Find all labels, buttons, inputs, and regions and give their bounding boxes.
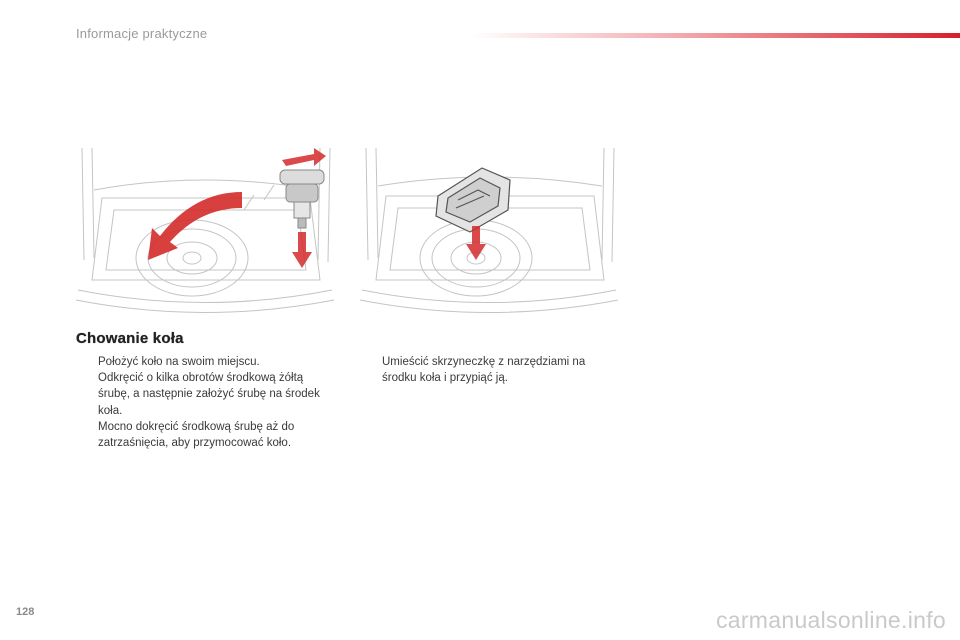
running-header-title: Informacje praktyczne: [76, 26, 208, 41]
list-item: Mocno dokręcić środkową śrubę aż do zatrzaśnięcia, aby przymocować koło.: [98, 420, 295, 450]
list-item: Umieścić skrzyneczkę z narzędziami na środku koła i przypiąć ją.: [382, 356, 586, 385]
list-item: Położyć koło na swoim miejscu.: [98, 356, 260, 368]
steps-list-right: [360, 354, 622, 386]
header-accent-bar: [470, 33, 960, 38]
spare-wheel-screw-illustration: [74, 140, 336, 322]
tool-box-illustration: [358, 140, 620, 322]
list-item: Odkręcić o kilka obrotów środkową żółtą śrubę, a następnie założyć śrubę na środek koła.: [98, 372, 320, 417]
steps-list-left: [76, 354, 338, 451]
watermark: carmanualsonline.info: [715, 607, 946, 633]
page-number: 128: [16, 606, 35, 618]
section-title: Chowanie koła: [76, 330, 184, 347]
